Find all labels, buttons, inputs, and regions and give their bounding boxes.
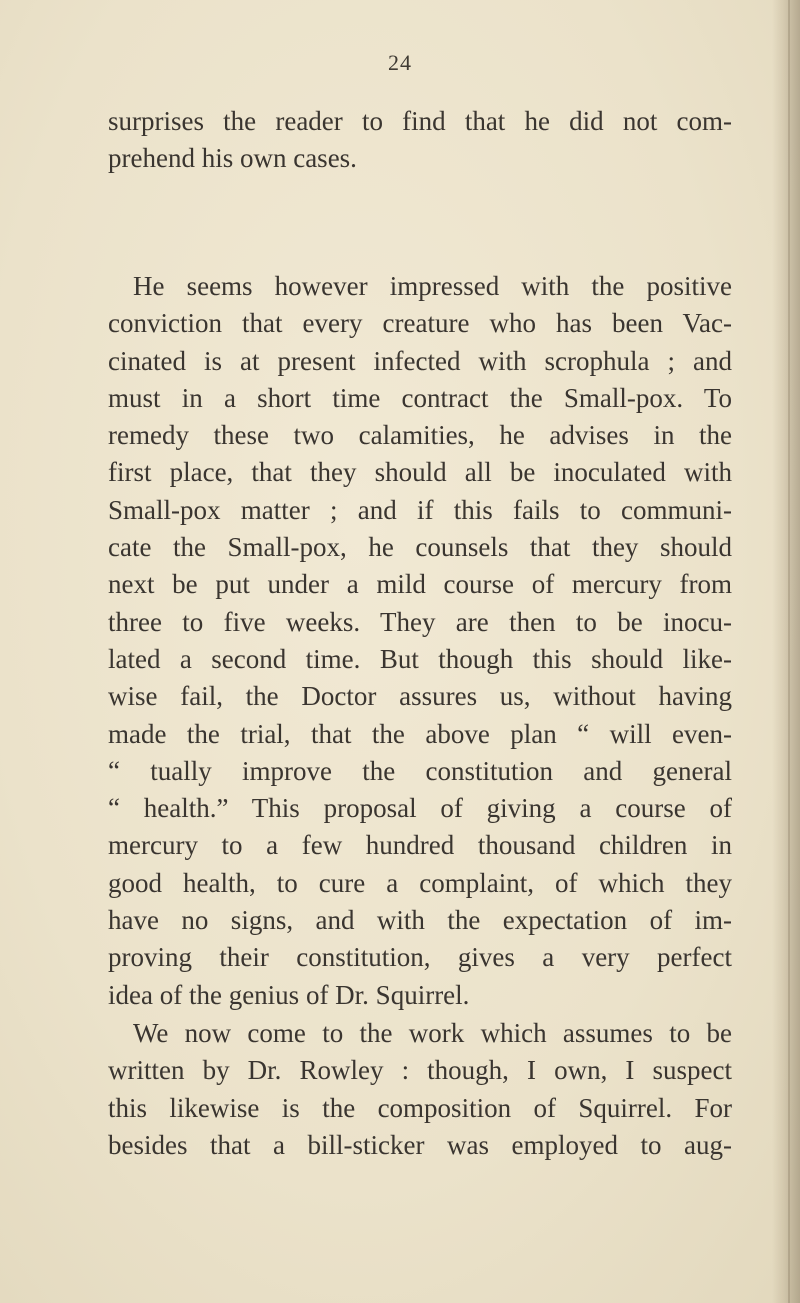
- text-line: lated a second time. But though this should like-: [108, 643, 732, 674]
- text-line: prehend his own cases.: [108, 143, 357, 174]
- text-line: made the trial, that the above plan “ will even-: [108, 718, 732, 749]
- text-line: remedy these two calamities, he advises in the: [108, 420, 732, 451]
- text-line: must in a short time contract the Small-pox. To: [108, 382, 732, 413]
- text-line: wise fail, the Doctor assures us, without having: [108, 681, 732, 712]
- text-line: mercury to a few hundred thousand children in: [108, 830, 732, 861]
- page-edge-line: [788, 0, 790, 1303]
- text-line: idea of the genius of Dr. Squirrel.: [108, 979, 470, 1010]
- text-line: “ tually improve the constitution and general: [108, 755, 732, 786]
- text-line: Small-pox matter ; and if this fails to communi-: [108, 494, 732, 525]
- page-number: 24: [388, 50, 412, 75]
- page-edge-shadow: [772, 0, 800, 1303]
- text-line: We now come to the work which assumes to be: [133, 1018, 732, 1048]
- text-line: this likewise is the composition of Squirrel. For: [108, 1092, 732, 1123]
- text-line: conviction that every creature who has been Vac-: [108, 308, 732, 339]
- text-line: have no signs, and with the expectation of im-: [108, 905, 732, 936]
- paragraph-1: [108, 103, 732, 178]
- text-line: good health, to cure a complaint, of which they: [108, 867, 732, 898]
- text-line: first place, that they should all be inoculated with: [108, 457, 732, 488]
- paragraph-2: [108, 268, 732, 1014]
- text-line: written by Dr. Rowley : though, I own, I suspect: [108, 1055, 732, 1086]
- text-line: cinated is at present infected with scrophula ; and: [108, 345, 732, 376]
- text-line: He seems however impressed with the positive: [133, 271, 732, 301]
- text-line: “ health.” This proposal of giving a course of: [108, 793, 732, 824]
- paragraph-3: [108, 1015, 732, 1164]
- text-line: proving their constitution, gives a very perfect: [108, 942, 732, 973]
- text-line: surprises the reader to find that he did not com-: [108, 106, 732, 136]
- text-line: next be put under a mild course of mercury from: [108, 569, 732, 600]
- text-line: cate the Small-pox, he counsels that they should: [108, 532, 732, 563]
- text-line: besides that a bill-sticker was employed to aug-: [108, 1129, 732, 1160]
- text-line: three to five weeks. They are then to be inocu-: [108, 606, 732, 637]
